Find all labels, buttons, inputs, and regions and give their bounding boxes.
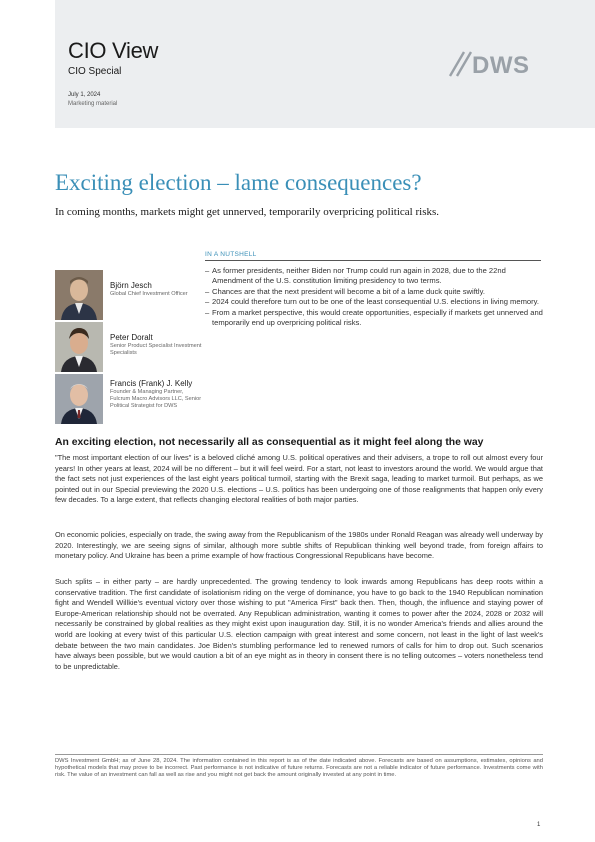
nutshell-item: – Chances are that the next president will become a bit of a lame duck quite swiftly. [205,287,545,297]
author-role: Global Chief Investment Officer [110,291,188,297]
body-paragraph: Such splits – in either party – are hardly unprecedented. The growing tendency to look inwards among Republicans has deep roots within a conservative tradition. The first candidate of isolationism riding on the verge of dominance, you have to go back to the 1940 Republican nomination fight and Wendell Willkie's eventual victory over those wishing to put "America First" back then. Then, though, the influence and staying power of Europe-American relationship should not be overrated. Any Republican administration, wanting it comes to power after the 2024, 2028 or 2032 will necessarily be constrained by global realities as they might exist upon inauguration day. Still, it is no wonder America's friends and allies around the world are looking at every twist of this particular U.S. election campaign with great interest and some concern, not least in the light of last week's debate between the two main candidates. Joe Biden's stumbling performance led to renewed rumors of calls for him to drop out. Such scenarios have always been possible, but we would caution a bit of an eye might as in theory in consent there is no telling outcomes – voters nonetheless tend to be unpredictable. [55,577,543,671]
author-role: Senior Product Specialist Investment Specialists [110,343,202,356]
portrait-icon [55,270,103,320]
portrait-icon [55,322,103,372]
author-name: Peter Doralt [110,333,153,342]
subheadline: In coming months, markets might get unnerved, temporarily overpricing political risks. [55,206,440,218]
doc-subtitle: CIO Special [68,66,122,77]
page-number: 1 [537,822,541,828]
nutshell-item: – As former presidents, neither Biden nor Trump could run again in 2028, due to the 22nd Amendment of the U.S. constitution limiting presidency to two terms. [205,266,545,287]
nutshell-divider [205,260,541,261]
footnote-divider [55,754,543,755]
footnotes: DWS Investment GmbH; as of June 28, 2024. The information contained in this report is as of the date indicated above. Forecasts are based on assumptions, estimates, opinions and hypothetical models that may prove to be incorrect. Past performance is not indicative of future returns. Forecasts are not a reliable indicator of future performance. Investments come with risk. The value of an investment can fall as well as rise and you might not get back the amount originally invested at any point in time. [55,758,543,779]
dws-logo: DWS [472,52,530,79]
doc-date: July 1, 2024 [68,92,101,98]
doc-type: Marketing material [68,101,118,107]
author-photo [55,374,103,424]
headline: Exciting election – lame consequences? [55,170,422,195]
portrait-icon [55,374,103,424]
header-band [0,0,595,128]
dws-logo-slashes-icon [448,48,474,78]
author-photo [55,270,103,320]
header-corner [0,0,55,128]
author-name: Björn Jesch [110,281,152,290]
author-card [55,374,200,424]
author-card [55,322,200,372]
author-card [55,270,200,320]
body-paragraph: "The most important election of our lives" is a beloved cliché among U.S. political operatives and their advisers, a trope to roll out almost every four years! In other years at least, 2024 will be no different – but it will feel weird. For a start, not least to investors around the world. We would argue that the fact sets not just experiences of the last eight years political turmoil, starting with the Brexit saga, leading to market turmoil. But perhaps, as we pointed out in our Special previewing the 2020 U.S. elections – U.S. politics has been undergoing one of those realignments that happen only every few decades. To a large extent, that reflects changing electoral realities of both major parties. [55,453,543,505]
author-name: Francis (Frank) J. Kelly [110,379,193,388]
author-role: Founder & Managing Partner, Fulcrum Macro Advisors LLC, Senior Political Strategist for DWS [110,389,202,409]
nutshell-item: – From a market perspective, this would create opportunities, especially if markets get unnerved and temporarily end up overpricing political risks. [205,308,545,329]
author-photo [55,322,103,372]
nutshell-label: IN A NUTSHELL [205,251,257,258]
body-paragraph: On economic policies, especially on trade, the swing away from the Republicanism of the 1980s under Ronald Reagan was already well underway by 2020. Interestingly, we are seeing signs of similar, although more subtle shifts of Republican thinking well beyond trade, from foreign affairs to monetary policy. And Ukraine has been a prime example of how fractious Congressional Republicans have become. [55,530,543,561]
nutshell-list [205,266,545,328]
doc-title: CIO View [68,38,159,63]
section-heading: An exciting election, not necessarily all as consequential as it might feel along the way [55,437,484,448]
nutshell-item: – 2024 could therefore turn out to be one of the least consequential U.S. elections in living memory. [205,297,545,307]
